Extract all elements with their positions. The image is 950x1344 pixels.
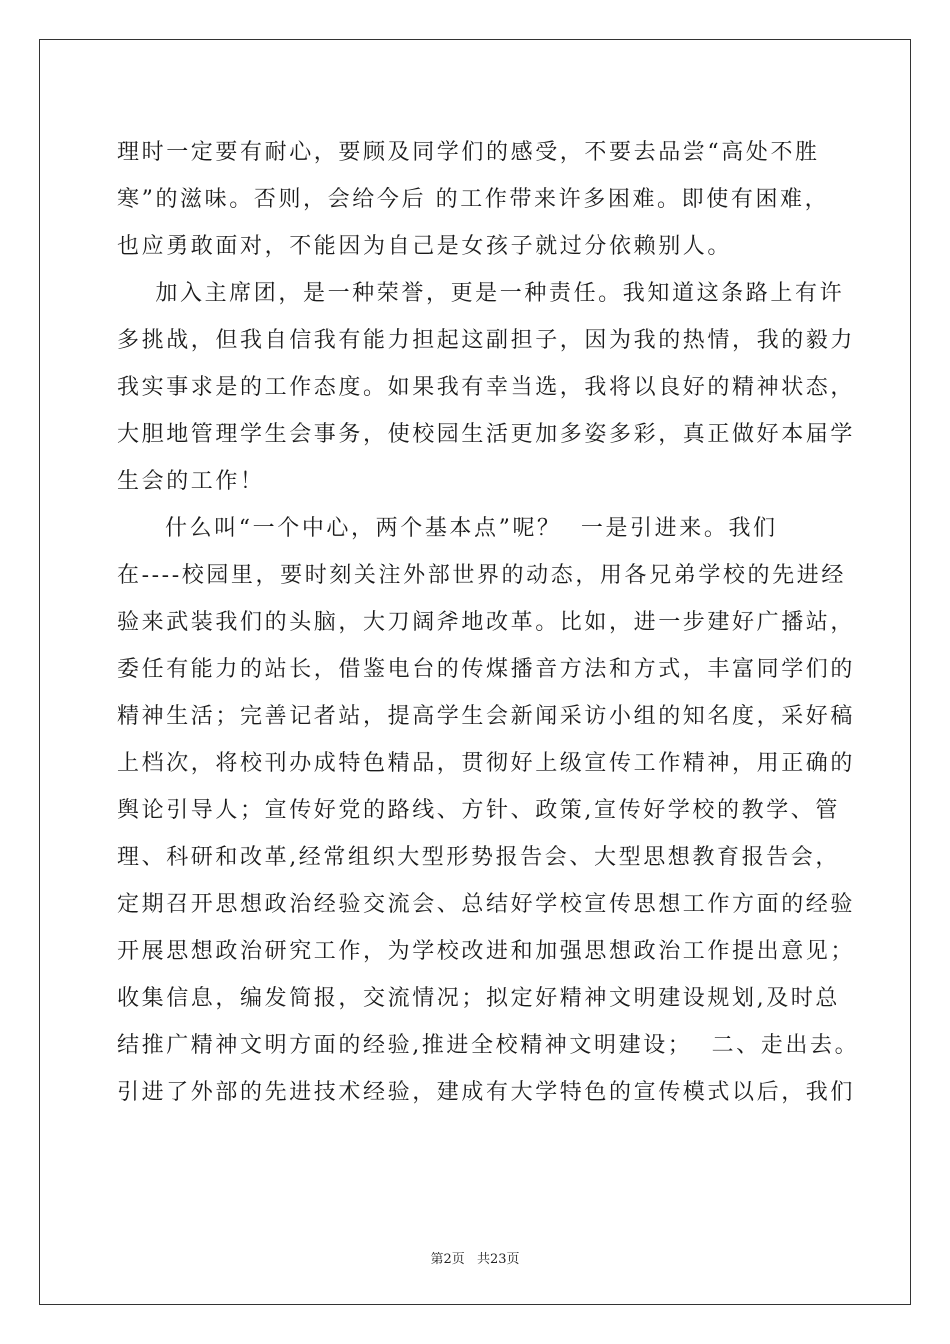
text-line: 我实事求是的工作态度。如果我有幸当选，我将以良好的精神状态，: [117, 375, 856, 400]
text-line: 验来武装我们的头脑，大刀阔斧地改革。比如，进一步建好广播站，: [117, 610, 856, 635]
text-line: 生会的工作！: [117, 469, 265, 494]
text-line: 结推广精神文明方面的经验,推进全校精神文明建设； 二、走出去。: [117, 1033, 860, 1058]
text-line: 什么叫“一个中心，两个基本点”呢？ 一是引进来。我们: [117, 516, 778, 541]
text-line: 上档次，将校刊办成特色精品，贯彻好上级宣传工作精神，用正确的: [117, 751, 856, 776]
page-total: 共23页: [476, 1252, 520, 1267]
page-footer: [0, 1248, 950, 1267]
text-line: 开展思想政治研究工作，为学校改进和加强思想政治工作提出意见；: [117, 939, 856, 964]
text-line: 寒”的滋味。否则，会给今后 的工作带来许多困难。即使有困难，: [117, 187, 830, 212]
text-line: 精神生活；完善记者站，提高学生会新闻采访小组的知名度，采好稿: [117, 704, 856, 729]
text-line: 在----校园里，要时刻关注外部世界的动态，用各兄弟学校的先进经: [117, 563, 846, 588]
text-line: 理时一定要有耐心，要顾及同学们的感受，不要去品尝“高处不胜: [117, 140, 820, 165]
document-body: [117, 129, 860, 1116]
text-line: 舆论引导人；宣传好党的路线、方针、政策,宣传好学校的教学、管: [117, 798, 840, 823]
text-line: 收集信息，编发简报，交流情况；拟定好精神文明建设规划,及时总: [117, 986, 840, 1011]
text-line: 大胆地管理学生会事务，使校园生活更加多姿多彩，真正做好本届学: [117, 422, 856, 447]
text-line: 多挑战，但我自信我有能力担起这副担子，因为我的热情，我的毅力: [117, 328, 856, 353]
page-number: 第2页: [430, 1252, 465, 1267]
text-line: 委任有能力的站长，借鉴电台的传煤播音方法和方式，丰富同学们的: [117, 657, 856, 682]
text-line: 定期召开思想政治经验交流会、总结好学校宣传思想工作方面的经验: [117, 892, 856, 917]
text-line: 引进了外部的先进技术经验，建成有大学特色的宣传模式以后，我们: [117, 1080, 856, 1105]
text-line: 理、科研和改革,经常组织大型形势报告会、大型思想教育报告会，: [117, 845, 840, 870]
text-line: 也应勇敢面对，不能因为自己是女孩子就过分依赖别人。: [117, 234, 733, 259]
text-line: 加入主席团，是一种荣誉，更是一种责任。我知道这条路上有许: [117, 281, 845, 306]
